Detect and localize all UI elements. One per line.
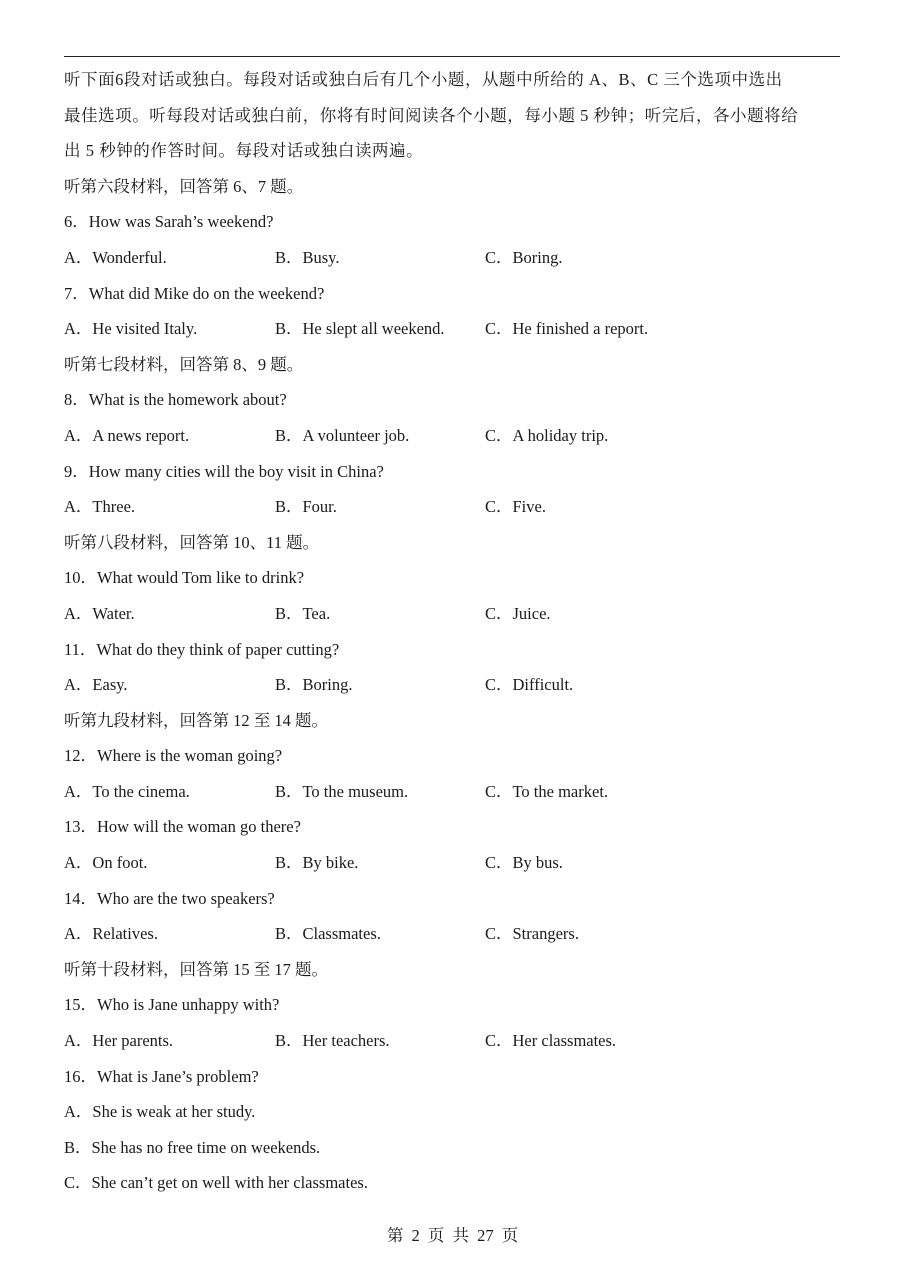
option-a: A．To the cinema. [64,781,190,801]
option-a: A．Water. [64,603,135,623]
option-c: C．A holiday trip. [485,425,609,445]
option-c: C．She can’t get on well with her classmates. [64,1173,368,1193]
options-row [64,774,844,810]
question-stem: 11．What do they think of paper cutting? [64,639,340,659]
option-a: A．A news report. [64,425,190,445]
question-stem: 8．What is the homework about? [64,390,287,410]
question-stem: 15．Who is Jane unhappy with? [64,995,280,1015]
options-row [64,418,844,454]
option-a: A．Relatives. [64,924,158,944]
options-row [64,311,844,347]
option-c: C．Juice. [485,603,551,623]
option-a: A．Wonderful. [64,247,167,267]
question-stem: 9．How many cities will the boy visit in China? [64,461,384,481]
question-stem: 7．What did Mike do on the weekend? [64,283,325,303]
section-heading: 听第八段材料，回答第 10、11 题。 [64,532,320,552]
page-number: 第 2 页 共 27 页 [386,1226,519,1245]
option-a: A．Three. [64,497,136,517]
section-heading: 听第九段材料，回答第 12 至 14 题。 [64,710,328,730]
option-b: B．He slept all weekend. [275,319,445,339]
option-b: B．By bike. [275,853,359,873]
question-stem: 6．How was Sarah’s weekend? [64,212,274,232]
option-b: B．Her teachers. [275,1031,390,1051]
options-row [64,667,844,703]
question-stem: 16．What is Jane’s problem? [64,1066,259,1086]
option-b: B．A volunteer job. [275,425,410,445]
option-c: C．By bus. [485,853,563,873]
option-b: B．Boring. [275,675,353,695]
options-row [64,489,844,525]
intro-line: 最佳选项。听每段对话或独白前，你将有时间阅读各个小题，每小题 5 秒钟；听完后，各小题将给 [64,105,799,125]
option-c: C．To the market. [485,781,609,801]
option-a: A．He visited Italy. [64,319,198,339]
section-heading: 听第十段材料，回答第 15 至 17 题。 [64,959,328,979]
option-c: C．Her classmates. [485,1031,617,1051]
options-row [64,1023,844,1059]
option-c: C．Difficult. [485,675,574,695]
options-row [64,845,844,881]
option-c: C．Boring. [485,247,563,267]
page-body [64,62,844,1201]
option-a: A．On foot. [64,853,148,873]
section-heading: 听第六段材料，回答第 6、7 题。 [64,176,304,196]
question-stem: 10．What would Tom like to drink? [64,568,305,588]
option-b: B．To the museum. [275,781,409,801]
option-c: C．Strangers. [485,924,579,944]
options-row [64,240,844,276]
option-b: B．Classmates. [275,924,381,944]
question-stem: 12．Where is the woman going? [64,746,283,766]
section-heading: 听第七段材料，回答第 8、9 题。 [64,354,304,374]
option-b: B．Tea. [275,603,331,623]
option-a: A．Easy. [64,675,128,695]
intro-line: 听下面6段对话或独白。每段对话或独白后有几个小题，从题中所给的 A、B、C 三个选项中选出 [64,70,783,89]
options-row [64,916,844,952]
option-a: A．She is weak at her study. [64,1102,256,1122]
header-rule [64,56,840,57]
option-c: C．Five. [485,497,546,517]
option-b: B．Busy. [275,247,340,267]
option-c: C．He finished a report. [485,319,649,339]
option-b: B．She has no free time on weekends. [64,1137,321,1157]
option-a: A．Her parents. [64,1031,174,1051]
intro-line: 出 5 秒钟的作答时间。每段对话或独白读两遍。 [64,141,424,161]
question-stem: 14．Who are the two speakers? [64,888,275,908]
options-row [64,596,844,632]
option-b: B．Four. [275,497,337,517]
question-stem: 13．How will the woman go there? [64,817,301,837]
